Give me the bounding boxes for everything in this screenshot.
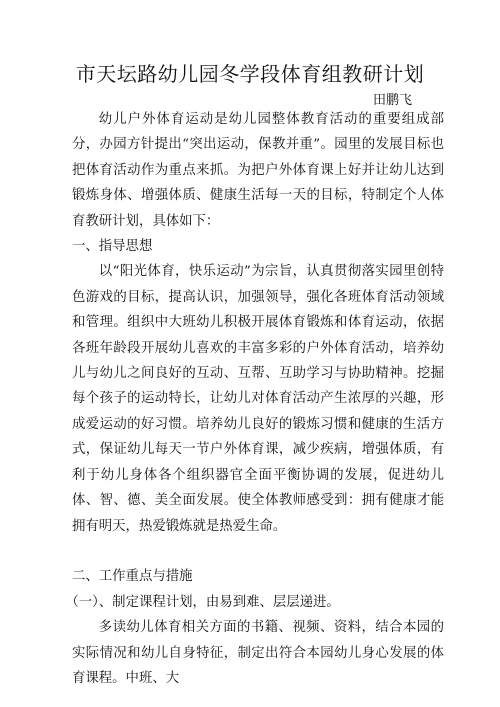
intro-paragraph: 幼儿户外体育运动是幼儿园整体教育活动的重要组成部分，办园方针提出“突出运动，保教并重”。园里的发展目标也把体育活动作为重点来抓。为把户外体育课上好并让幼儿达到锻炼身体、增强体质、健康生活每一天的目标，特制定个人体育教研计划，具体如下： (72, 112, 444, 229)
blank-line (72, 539, 444, 564)
document-title: 市天坛路幼儿园冬学段体育组教研计划 (75, 62, 425, 86)
document-author: 田鹏飞 (373, 93, 413, 108)
subsection-heading-course-plan: （一）、制定课程计划，由易到难、层层递进。 (65, 594, 340, 610)
section-heading-guiding-ideology: 一、指导思想 (72, 239, 153, 255)
course-plan-paragraph: 多读幼儿体育相关方面的书籍、视频、资料，结合本园的实际情况和幼儿自身特征，制定出符合本园幼儿身心发展的体育课程。中班、大 (72, 620, 444, 686)
section-heading-work-focus: 二、工作重点与措施 (72, 569, 193, 585)
document-body (65, 107, 444, 691)
guiding-ideology-paragraph: 以“阳光体育，快乐运动”为宗旨，认真贯彻落实园里创特色游戏的目标，提高认识，加强领导，强化各班体育活动领域和管理。组织中大班幼儿积极开展体育锻炼和体育运动，依据各班年龄段开展幼儿喜欢的丰富多彩的户外体育活动，培养幼儿与幼儿之间良好的互动、互帮、互助学习与协助精神。挖掘每个孩子的运动特长，让幼儿对体育活动产生浓厚的兴趣，形成爱运动的好习惯。培养幼儿良好的锻炼习惯和健康的生活方式，保证幼儿每天一节户外体育课，减少疾病，增强体质，有利于幼儿身体各个组织器官全面平衡协调的发展，促进幼儿体、智、德、美全面发展。使全体教师感受到：拥有健康才能拥有明天，热爱锻炼就是热爱生命。 (72, 264, 444, 534)
